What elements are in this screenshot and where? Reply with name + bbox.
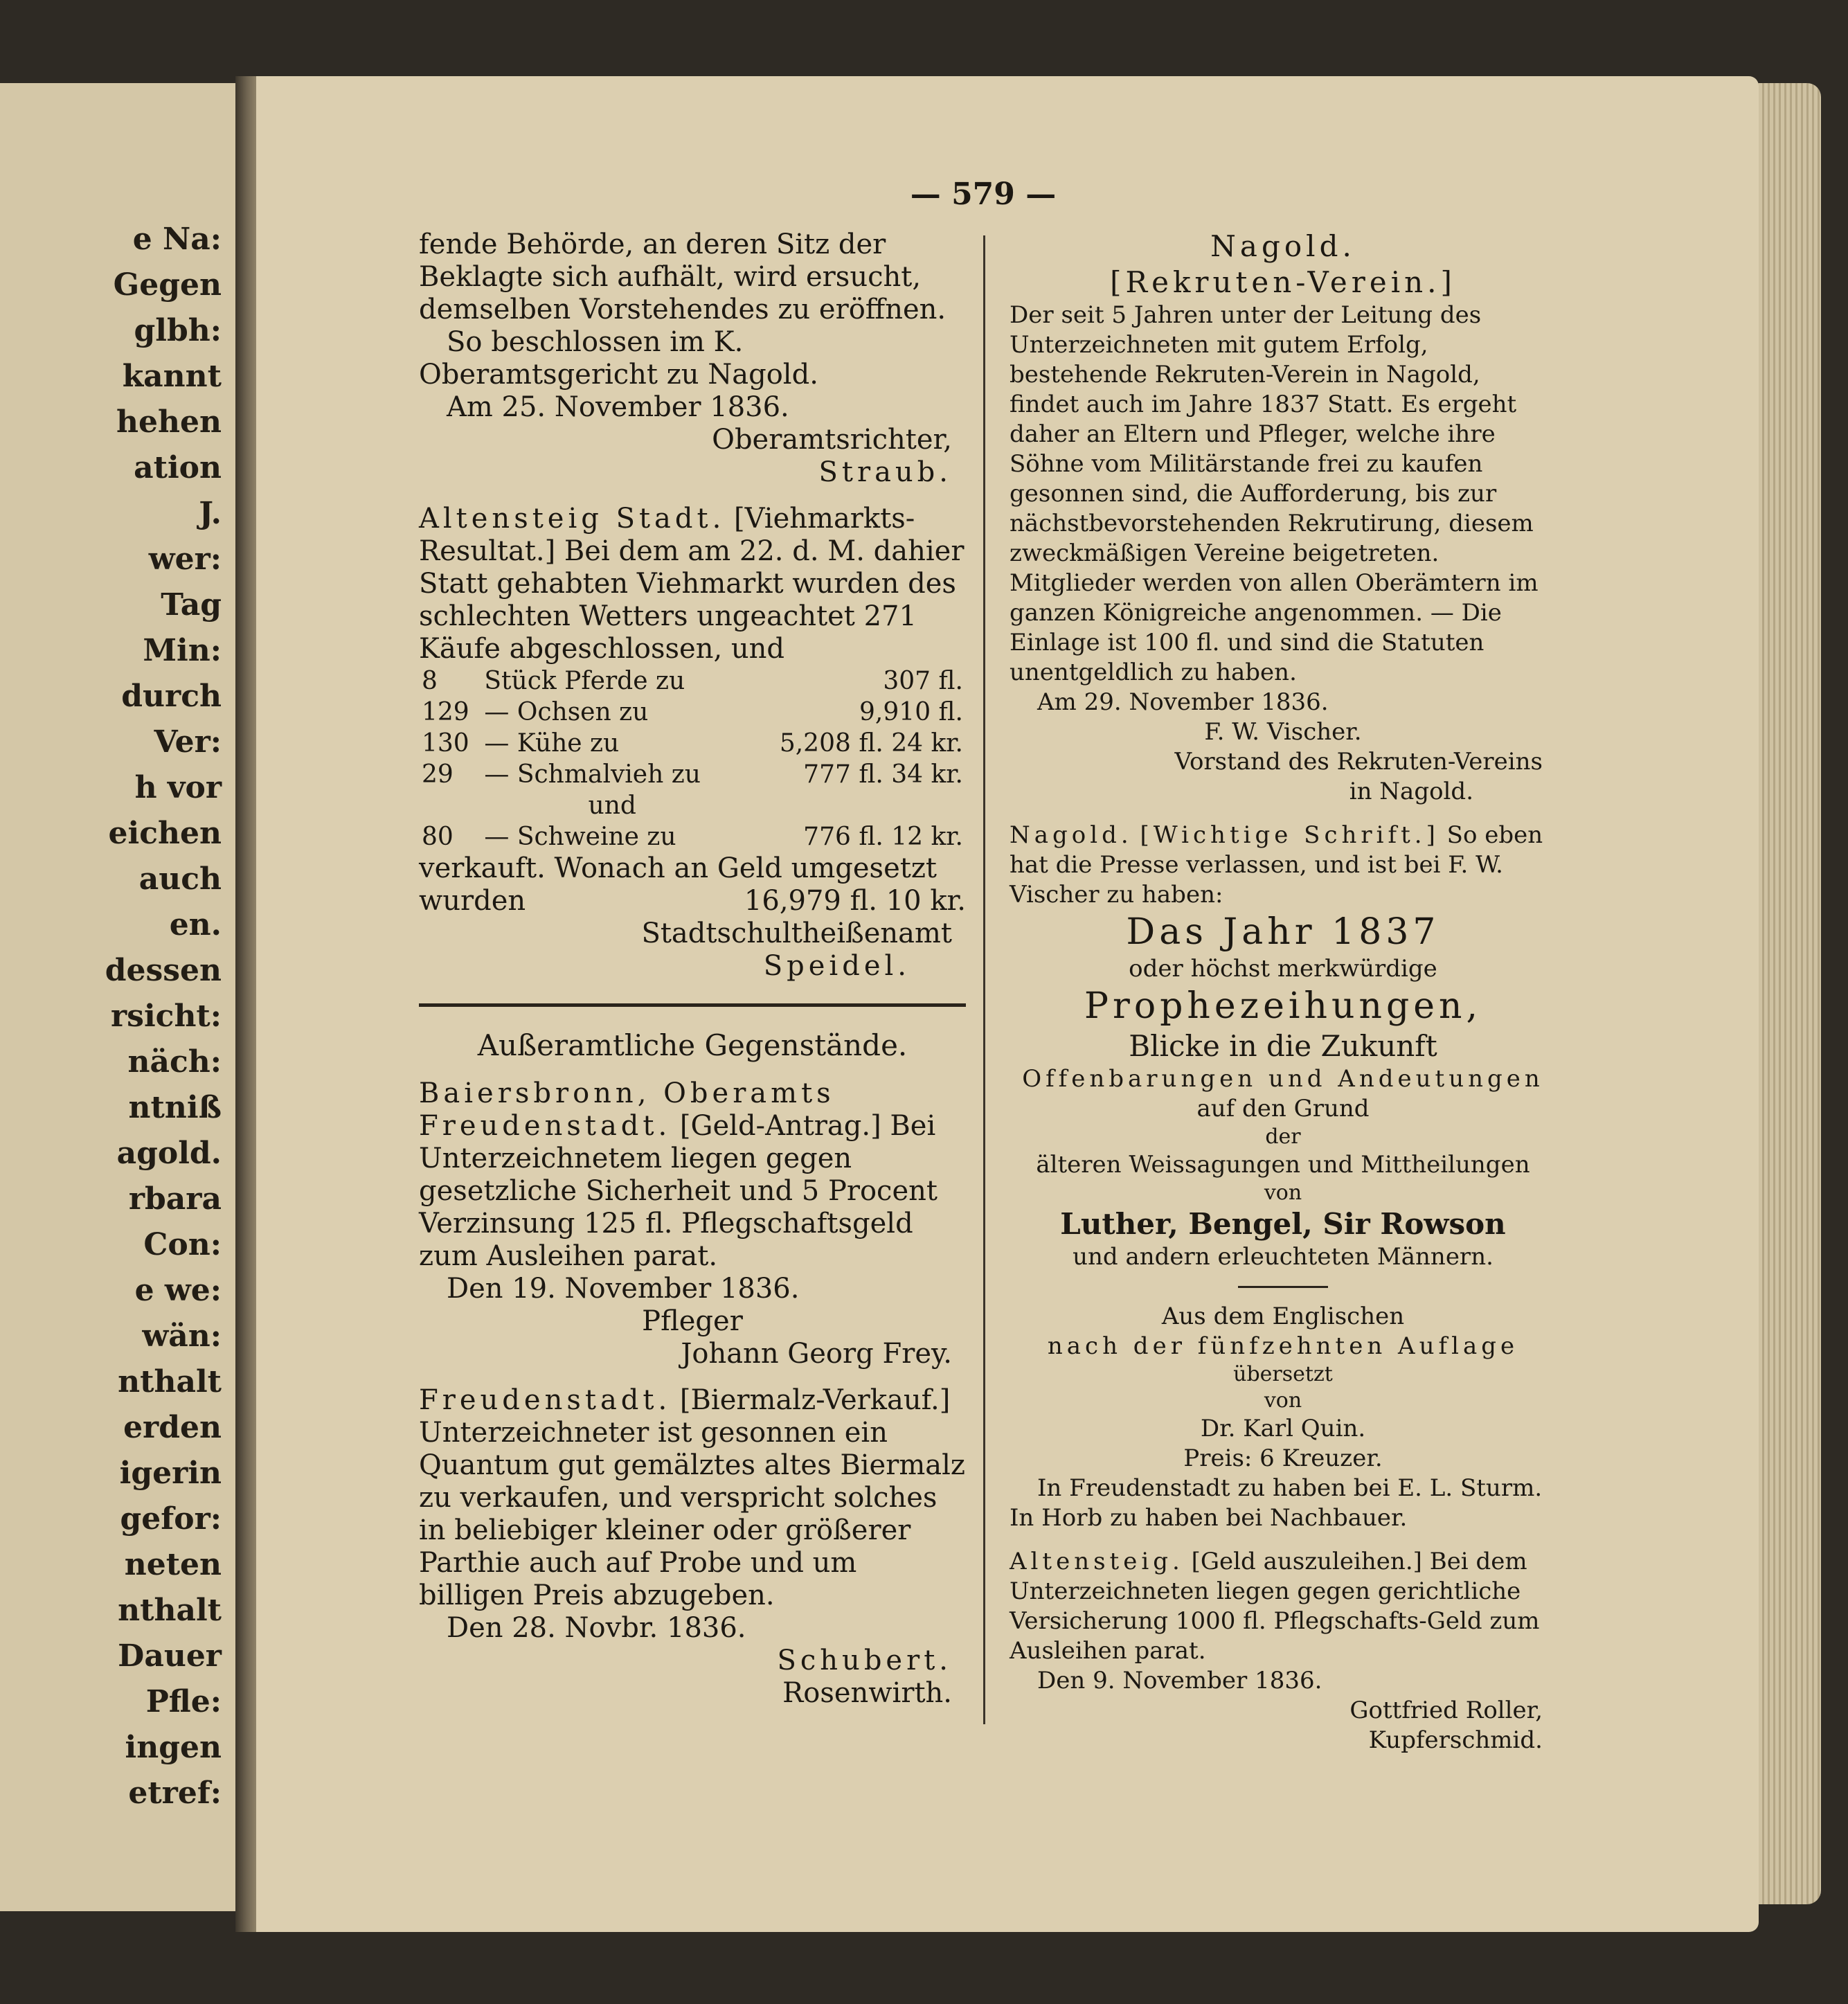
signer-name: F. W. Vischer. xyxy=(1204,718,1362,746)
left-page-fragment: Pfle: xyxy=(145,1684,222,1719)
notice-text: Bei dem am 22. d. M. dahier Statt gehabten Viehmarkt wurden des schlechten Wetters ungeachtet 271 Käufe abgeschlossen, und xyxy=(419,535,965,665)
book-origin: von xyxy=(1264,1388,1302,1413)
notice-text: So eben hat die Presse verlassen, und ist bei F. W. Vischer zu haben: xyxy=(1010,821,1543,909)
sales-qty: 129 xyxy=(422,698,469,726)
sales-qty xyxy=(419,790,481,821)
sales-amount: 9,910 fl. xyxy=(859,698,963,726)
book-subtitle: der xyxy=(1265,1125,1301,1149)
notice-heading: [Geld-Antrag.] xyxy=(679,1110,881,1142)
sales-item: und xyxy=(588,791,636,820)
notice-date: Den 19. November 1836. xyxy=(447,1273,800,1305)
sales-item: — Kühe zu xyxy=(484,729,620,758)
left-page-fragment: Tag xyxy=(161,587,222,623)
notice-place: Freudenstadt. xyxy=(419,1384,672,1416)
notice-text: Unterzeichneter ist gesonnen ein Quantum gut gemälztes altes Biermalz zu verkaufen, und verspricht solches in beliebiger kleiner oder größerer Parthie auch auf Probe und um billigen Preis abzugeben. xyxy=(419,1417,965,1611)
signer-name: Speidel. xyxy=(763,950,910,982)
left-page-fragment: Min: xyxy=(143,633,222,668)
page-number: — 579 — xyxy=(910,177,1057,212)
total-amount: 16,979 fl. 10 kr. xyxy=(744,885,966,917)
notice-date: Den 9. November 1836. xyxy=(1037,1667,1322,1694)
sales-item: — Ochsen zu xyxy=(484,698,649,726)
left-page xyxy=(0,83,240,1911)
book-subtitle: Prophezeihungen, xyxy=(1084,985,1482,1027)
book-origin: nach der fünfzehnten Auflage xyxy=(1047,1332,1519,1360)
left-page-fragment: Gegen xyxy=(113,267,222,303)
sales-qty: 80 xyxy=(422,823,454,851)
left-page-fragment: Con: xyxy=(143,1227,222,1262)
sales-row xyxy=(419,821,966,852)
left-page-fragment: eichen xyxy=(108,816,222,851)
signer-title: Rosenwirth. xyxy=(782,1677,952,1709)
book-translator: Dr. Karl Quin. xyxy=(1200,1415,1366,1442)
sales-qty: 8 xyxy=(422,667,438,695)
signer-title: Vorstand des Rekruten-Vereins xyxy=(1174,748,1543,776)
left-page-fragment: wän: xyxy=(142,1318,222,1354)
sales-summary: verkauft. Wonach an Geld umgesetzt xyxy=(419,852,937,884)
notice-place: Nagold. xyxy=(1010,821,1133,849)
left-page-fragment: igerin xyxy=(119,1456,222,1491)
sales-amount xyxy=(743,790,966,821)
signer-title: Kupferschmid. xyxy=(1368,1726,1543,1754)
left-page-fragment: ation xyxy=(134,450,222,485)
book-subtitle: oder höchst merkwürdige xyxy=(1129,955,1437,983)
notice-place: Altensteig Stadt. xyxy=(419,503,726,535)
sales-amount: 777 fl. 34 kr. xyxy=(803,760,963,789)
notice-heading: [Biermalz-Verkauf.] xyxy=(679,1384,951,1416)
left-page-fragment: e Na: xyxy=(132,222,222,257)
left-column xyxy=(419,229,966,1724)
sales-amount: 776 fl. 12 kr. xyxy=(803,823,963,851)
sales-row xyxy=(419,790,966,821)
signer-office: Stadtschultheißenamt xyxy=(641,918,952,949)
notice-money-lend xyxy=(1010,1547,1557,1755)
sales-row xyxy=(419,697,966,728)
notice-cattle-market xyxy=(419,503,966,983)
signer-name: Straub. xyxy=(818,456,952,488)
notice-text: Bei dem Unterzeichneten liegen gegen gerichtliche Versicherung 1000 fl. Pflegschafts-Geld zum Ausleihen parat. xyxy=(1010,1548,1540,1665)
signer-name: Johann Georg Frey. xyxy=(681,1338,952,1370)
left-page-fragment: erden xyxy=(123,1410,222,1445)
left-page-fragment: kannt xyxy=(122,359,222,394)
left-page-fragment: neten xyxy=(124,1547,222,1582)
book-subtitle: von xyxy=(1264,1181,1302,1205)
notice-heading: [Rekruten-Verein.] xyxy=(1110,265,1456,299)
left-page-fragment: gefor: xyxy=(120,1501,222,1537)
left-page-fragment: wer: xyxy=(148,542,222,577)
book-subtitle: auf den Grund xyxy=(1196,1095,1370,1122)
section-divider xyxy=(419,1003,966,1007)
sales-row xyxy=(419,665,966,697)
signer-title: Pfleger xyxy=(642,1305,743,1337)
left-page-fragment: auch xyxy=(138,861,222,897)
book-origin: Aus dem Englischen xyxy=(1161,1303,1405,1330)
notice-text: Der seit 5 Jahren unter der Leitung des Unterzeichneten mit gutem Erfolg, bestehende Rekruten-Verein in Nagold, findet auch im Jahre 1837 Statt. Es ergeht daher an Eltern und Pfleger, welche ihre Söhne vom Militärstande frei zu kaufen gesonnen sind, die Aufforderung, bis zur nächstbevorstehenden Rekrutirung, diesem zweckmäßigen Vereine beigetreten. Mitglieder werden von allen Oberämtern im ganzen Königreiche angenommen. — Die Einlage ist 100 fl. und sind die Statuten unentgeldlich zu haben. xyxy=(1010,301,1538,686)
left-page-fragment: e we: xyxy=(134,1273,222,1308)
section-title: Außeramtliche Gegenstände. xyxy=(477,1028,908,1062)
notice-date: Am 25. November 1836. xyxy=(447,391,789,423)
left-page-fragment: nthalt xyxy=(118,1593,222,1628)
notice-heading: [Wichtige Schrift.] xyxy=(1140,821,1439,849)
left-page-fragment: en. xyxy=(169,907,222,942)
book-title: Das Jahr 1837 xyxy=(1126,911,1440,953)
notice-text: Bei Unterzeichnetem liegen gegen gesetzliche Sicherheit und 5 Procent Verzinsung 125 fl. Pflegschaftsgeld zum Ausleihen parat. xyxy=(419,1110,938,1272)
left-page-fragment: rbara xyxy=(128,1181,222,1217)
sales-item: — Schweine zu xyxy=(484,823,676,851)
left-page-fragment: hehen xyxy=(116,404,222,440)
notice-resolved: So beschlossen im K. Oberamtsgericht zu Nagold. xyxy=(419,326,818,391)
left-page-fragment: nthalt xyxy=(118,1364,222,1399)
left-page-fragment: etref: xyxy=(128,1775,222,1811)
sales-item: — Schmalvieh zu xyxy=(484,760,701,789)
book-authors: Luther, Bengel, Sir Rowson xyxy=(1060,1207,1506,1241)
notice-malt-sale xyxy=(419,1384,966,1710)
notice-date: Am 29. November 1836. xyxy=(1037,688,1329,716)
notice-text: fende Behörde, an deren Sitz der Beklagte sich aufhält, wird ersucht, demselben Vorstehendes zu eröffnen. xyxy=(419,229,947,325)
sales-item: Stück Pferde zu xyxy=(484,667,685,695)
signer-name: Gottfried Roller, xyxy=(1349,1697,1543,1724)
book-price: Preis: 6 Kreuzer. xyxy=(1183,1444,1383,1472)
book-subtitle: Blicke in die Zukunft xyxy=(1129,1029,1437,1063)
signer-name: Schubert. xyxy=(777,1645,952,1676)
sales-table xyxy=(419,665,966,852)
signer-title: Oberamtsrichter, xyxy=(712,424,952,456)
left-page-fragment: h vor xyxy=(134,770,222,805)
signer-place: in Nagold. xyxy=(1349,778,1473,805)
notice-place: Baiersbronn, Oberamts Freudenstadt. xyxy=(419,1077,835,1142)
total-label: wurden xyxy=(419,885,526,917)
notice-place: Nagold. xyxy=(1210,229,1356,263)
column-divider xyxy=(983,235,985,1724)
sales-qty: 29 xyxy=(422,760,454,789)
notice-heading: [Viehmarkts-Resultat.] xyxy=(419,503,915,567)
book-origin: übersetzt xyxy=(1233,1362,1333,1386)
left-page-fragment: ntniß xyxy=(128,1090,222,1125)
left-page-fragment: J. xyxy=(199,496,222,531)
sales-row xyxy=(419,728,966,759)
left-page-fragment: ingen xyxy=(125,1730,222,1765)
book-subtitle: und andern erleuchteten Männern. xyxy=(1073,1243,1493,1271)
sales-amount: 5,208 fl. 24 kr. xyxy=(779,729,963,758)
book-subtitle: Offenbarungen und Andeutungen xyxy=(1022,1065,1544,1093)
notice-recruit-club xyxy=(1010,229,1557,807)
book-sellers: In Freudenstadt zu haben bei E. L. Sturm. In Horb zu haben bei Nachbauer. xyxy=(1010,1474,1543,1532)
left-page-fragment: Ver: xyxy=(154,724,222,760)
sales-amount: 307 fl. xyxy=(883,667,963,695)
left-page-fragment: durch xyxy=(121,679,222,714)
sales-qty: 130 xyxy=(422,729,469,758)
notice-place: Altensteig. xyxy=(1010,1548,1184,1575)
left-page-fragment: dessen xyxy=(105,953,222,988)
right-column xyxy=(1010,229,1557,1769)
book-divider xyxy=(1238,1286,1328,1288)
notice-heading: [Geld auszuleihen.] xyxy=(1191,1548,1422,1575)
notice-book xyxy=(1010,821,1557,1533)
left-page-fragment: näch: xyxy=(127,1044,222,1080)
notice-date: Den 28. Novbr. 1836. xyxy=(447,1612,746,1644)
left-page-fragment: Dauer xyxy=(118,1638,222,1674)
sales-row xyxy=(419,759,966,790)
left-page-fragment: agold. xyxy=(116,1136,222,1171)
notice-money-offer xyxy=(419,1077,966,1370)
book-subtitle: älteren Weissagungen und Mittheilungen xyxy=(1036,1151,1530,1179)
left-page-fragment: glbh: xyxy=(134,313,222,348)
notice-court xyxy=(419,229,966,489)
left-page-fragment: rsicht: xyxy=(110,999,222,1034)
